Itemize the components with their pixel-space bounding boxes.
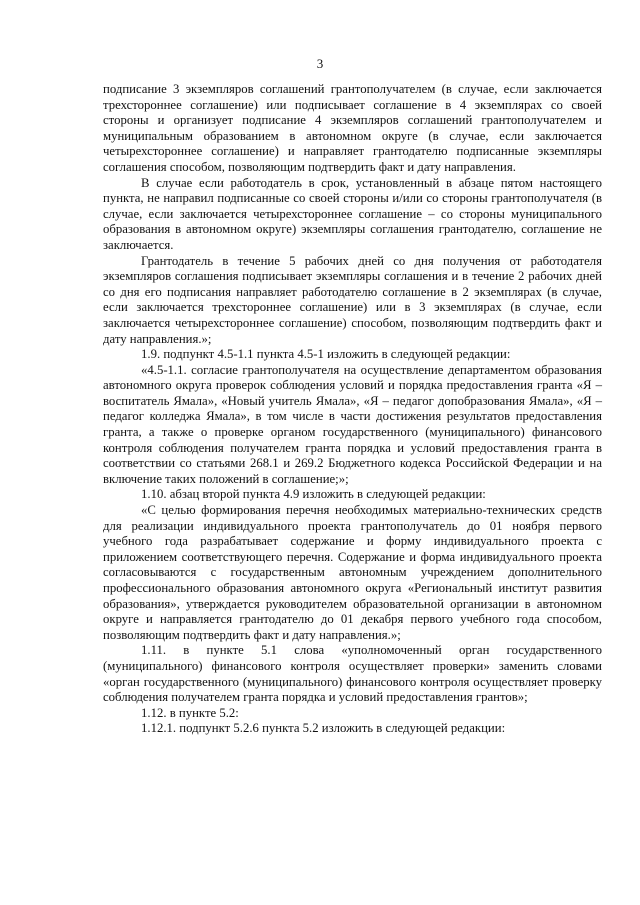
- paragraph: «С целью формирования перечня необходимых материально-технических средств для реализации индивидуального проекта грантополучатель до 01 ноября первого учебного года разрабатывает содержание и форму индивидуального проекта с приложением соответствующего перечня. Содержание и форма индивидуального проекта согласовываются с государственным автономным учреждением дополнительного профессионального образования автономного округа «Региональный институт развития образования», утверждается руководителем образовательной организации в автономном округе и направляется грантодателю до 01 декабря первого учебного года способом, позволяющим подтвердить факт и дату направления.»;: [103, 503, 602, 642]
- page-number: 3: [316, 56, 324, 71]
- paragraph-continuation: подписание 3 экземпляров соглашений грантополучателем (в случае, если заключается трехстороннее соглашение) или подписывает соглашение в 4 экземплярах со своей стороны и организует подписание 4 экземпляров соглашений грантополучателем и муниципальным образованием в автономном округе (в случае, если заключается четырехстороннее соглашение) и направляет грантодателю подписанные экземпляры соглашения способом, позволяющим подтвердить факт и дату направления.: [103, 82, 602, 174]
- paragraph: В случае если работодатель в срок, установленный в абзаце пятом настоящего пункта, не направил подписанные со своей стороны и/или со стороны грантополучателя (в случае, если заключается четырехстороннее соглашение – со стороны муниципального образования в автономном округе) экземпляры соглашения грантодателю, соглашение не заключается.: [103, 175, 602, 252]
- document-body: [103, 82, 602, 737]
- paragraph: 1.9. подпункт 4.5-1.1 пункта 4.5-1 изложить в следующей редакции:: [141, 347, 511, 362]
- paragraph: 1.12.1. подпункт 5.2.6 пункта 5.2 изложить в следующей редакции:: [141, 721, 506, 736]
- paragraph: Грантодатель в течение 5 рабочих дней со дня получения от работодателя экземпляров соглашения подписывает экземпляры соглашения и в течение 2 рабочих дней со дня его подписания направляет работодателю соглашение в 2 экземплярах (в случае, если заключается трехстороннее соглашение) или в 3 экземплярах (в случае, если заключается четырехстороннее соглашение) способом, позволяющим подтвердить факт и дату направления.»;: [103, 253, 602, 346]
- paragraph: 1.10. абзац второй пункта 4.9 изложить в следующей редакции:: [141, 487, 486, 502]
- paragraph: 1.12. в пункте 5.2:: [141, 705, 239, 720]
- paragraph: 1.11. в пункте 5.1 слова «уполномоченный орган государственного (муниципального) финансового контроля осуществляет проверки» заменить словами «орган государственного (муниципального) финансового контроля осуществляет проверку соблюдения получателем гранта порядка и условий предоставления грантов»;: [103, 643, 602, 705]
- paragraph: «4.5-1.1. согласие грантополучателя на осуществление департаментом образования автономного округа проверок соблюдения условий и порядка предоставления гранта «Я – воспитатель Ямала», «Новый учитель Ямала», «Я – педагог допобразования Ямала», «Я – педагог колледжа Ямала», в том числе в части достижения результатов предоставления гранта, а также о проверке органом государственного (муниципального) финансового контроля соблюдения получателем гранта порядка и условий предоставления гранта в соответствии со статьями 268.1 и 269.2 Бюджетного кодекса Российской Федерации и на включение таких положений в соглашение;»;: [103, 362, 602, 486]
